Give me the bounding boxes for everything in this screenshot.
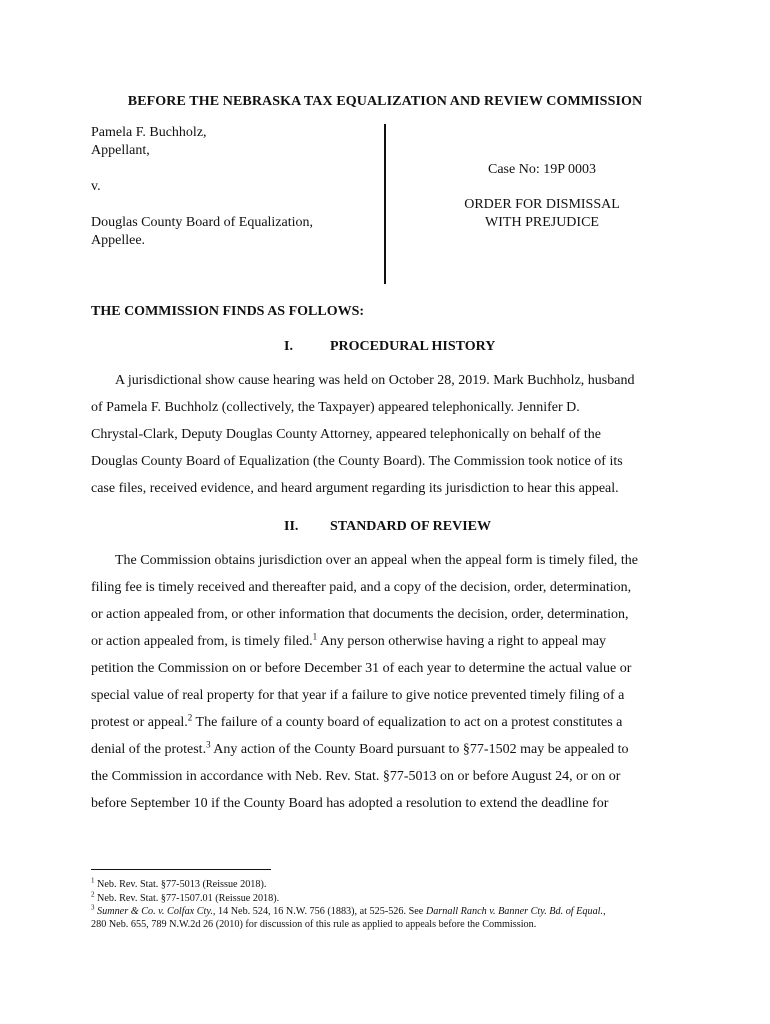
case-number: Case No: 19P 0003: [488, 162, 596, 177]
footnote-3-continued: 280 Neb. 655, 789 N.W.2d 26 (2010) for discussion of this rule as applied to appeals before the Commission.: [91, 919, 537, 930]
line-text: Any person otherwise having a right to appeal may: [317, 634, 606, 649]
order-title-line1: ORDER FOR DISMISSAL: [464, 197, 620, 212]
footnote-marker: 2: [91, 890, 95, 899]
section-1-line: Douglas County Board of Equalization (the County Board). The Commission took notice of its: [91, 454, 623, 469]
appellant-role: Appellant,: [91, 143, 150, 158]
case-citation: Darnall Ranch v. Banner Cty. Bd. of Equal.: [425, 906, 604, 917]
appellee-name: Douglas County Board of Equalization,: [91, 215, 314, 230]
caption-divider: [384, 124, 386, 284]
footnote-ref-1: 1: [312, 631, 318, 642]
footnote-3: [91, 903, 606, 917]
footnote-ref-3: 3: [206, 739, 211, 750]
appellant-name: Pamela F. Buchholz,: [91, 125, 207, 140]
section-2-line: [91, 712, 691, 731]
section-2-line: the Commission in accordance with Neb. Rev. Stat. §77-5013 on or before August 24, or on or: [91, 769, 621, 784]
line-text: protest or appeal.: [91, 715, 188, 730]
section-2-line: filing fee is timely received and thereafter paid, and a copy of the decision, order, determination,: [91, 580, 632, 595]
line-text: The failure of a county board of equalization to act on a protest constitutes a: [192, 715, 623, 730]
section-2-number: II.: [284, 519, 299, 534]
section-1-title: PROCEDURAL HISTORY: [330, 339, 496, 354]
case-citation: Sumner & Co. v. Colfax Cty.: [97, 906, 213, 917]
section-1-line: of Pamela F. Buchholz (collectively, the Taxpayer) appeared telephonically. Jennifer D.: [91, 400, 580, 415]
section-2-line: petition the Commission on or before December 31 of each year to determine the actual value or: [91, 661, 632, 676]
order-title-line2: WITH PREJUDICE: [485, 215, 599, 230]
versus: v.: [91, 179, 101, 194]
line-text: denial of the protest.: [91, 742, 207, 757]
section-2-line: before September 10 if the County Board has adopted a resolution to extend the deadline for: [91, 796, 609, 811]
commission-heading: BEFORE THE NEBRASKA TAX EQUALIZATION AND REVIEW COMMISSION: [127, 94, 643, 109]
section-2-line: [91, 631, 691, 650]
section-2-line: The Commission obtains jurisdiction over an appeal when the appeal form is timely filed, the: [115, 553, 638, 568]
section-2-title: STANDARD OF REVIEW: [330, 519, 492, 534]
section-1-line: A jurisdictional show cause hearing was held on October 28, 2019. Mark Buchholz, husband: [115, 373, 635, 388]
footnote-text: , 14 Neb. 524, 16 N.W. 756 (1883), at 525-526. See: [212, 906, 426, 917]
line-text: or action appealed from, is timely filed.: [91, 634, 313, 649]
footnote-marker: 1: [91, 876, 95, 885]
appellee-role: Appellee.: [91, 233, 146, 248]
section-1-number: I.: [284, 339, 293, 354]
section-2-line: [91, 739, 691, 758]
section-1-line: case files, received evidence, and heard argument regarding its jurisdiction to hear this appeal.: [91, 481, 619, 496]
footnote-text: Neb. Rev. Stat. §77-5013 (Reissue 2018).: [94, 879, 267, 890]
findings-heading: THE COMMISSION FINDS AS FOLLOWS:: [91, 304, 365, 319]
section-2-line: or action appealed from, or other information that documents the decision, order, determination,: [91, 607, 629, 622]
footnote-1: [91, 876, 267, 890]
footnote-separator: [91, 869, 271, 870]
footnote-ref-2: 2: [187, 712, 193, 723]
footnote-marker: 3: [91, 903, 95, 912]
footnote-text: Neb. Rev. Stat. §77-1507.01 (Reissue 2018).: [94, 893, 280, 904]
footnote-text: ,: [603, 906, 606, 917]
section-1-line: Chrystal-Clark, Deputy Douglas County Attorney, appeared telephonically on behalf of the: [91, 427, 601, 442]
footnote-2: [91, 890, 280, 904]
line-text: Any action of the County Board pursuant to §77-1502 may be appealed to: [210, 742, 629, 757]
section-2-line: special value of real property for that year if a failure to give notice prevented timely filing of a: [91, 688, 625, 703]
